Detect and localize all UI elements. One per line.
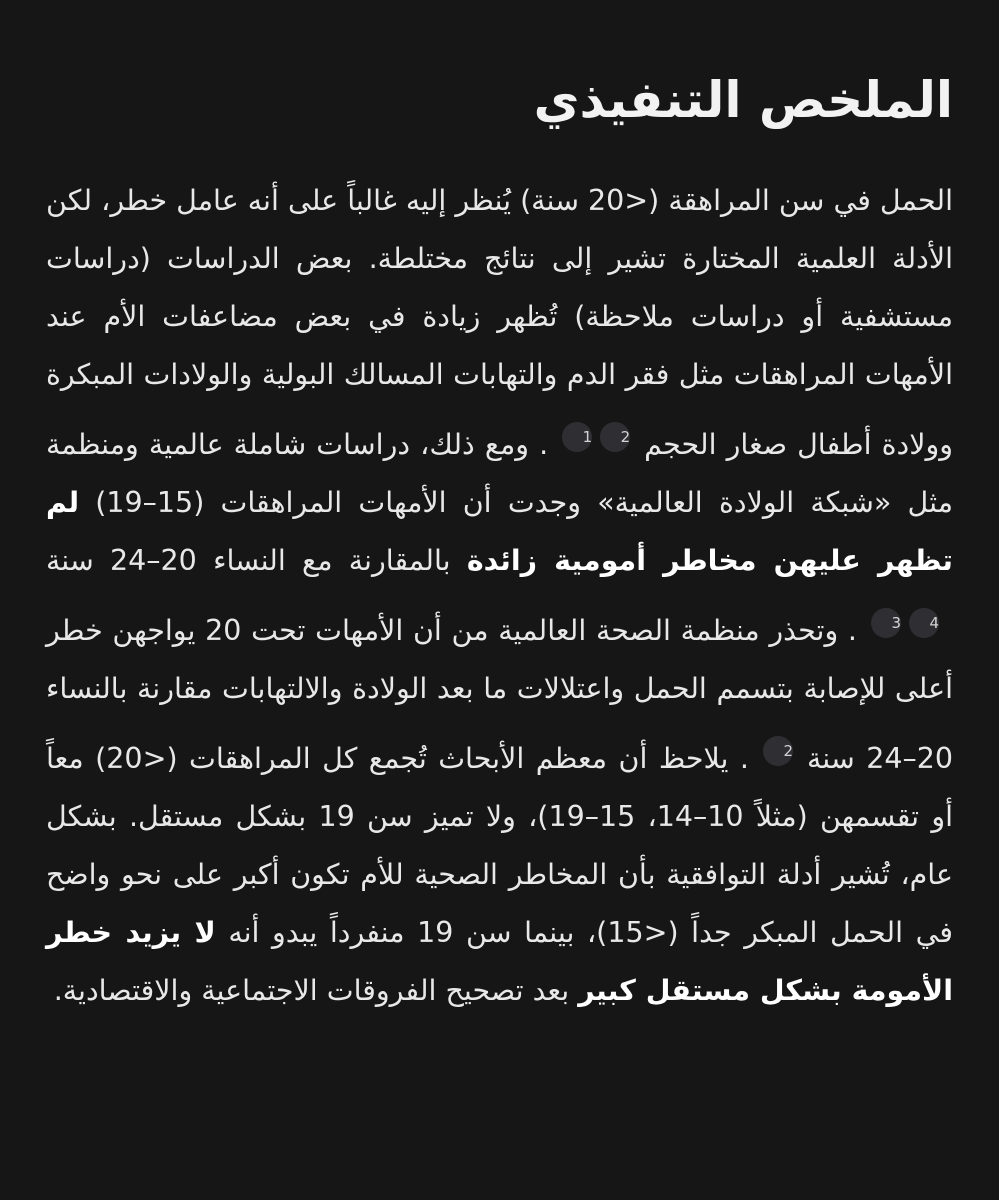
- text-segment: . ومع ذلك، دراسات شاملة عالمية ومنظمة مثل «شبكة الولادة العالمية» وجدت أن الأمهات المراهقات (15–19): [46, 428, 953, 519]
- text-segment: . يلاحظ أن معظم الأبحاث تُجمع كل المراهقات (<20) معاً أو تقسمهن (مثلاً 10–14، 15–19)، ولا تميز سن 19 بشكل مستقل. بشكل عام، تُشير أدلة التوافقية بأن المخاطر الصحية للأم تكون أكبر على نحو واضح في الحمل المبكر جداً (<15)، بينما سن 19 منفرداً يبدو أنه: [46, 742, 953, 949]
- citation-badge[interactable]: 4: [909, 608, 939, 638]
- bold-text: لم تظهر عليهن مخاطر أمومية زائدة: [46, 486, 953, 577]
- citation-badge[interactable]: 2: [763, 736, 793, 766]
- text-segment: الحمل في سن المراهقة (<20 سنة) يُنظر إليه غالباً على أنه عامل خطر، لكن الأدلة العلمية المختارة تشير إلى نتائج مختلطة. بعض الدراسات (دراسات مستشفية أو دراسات ملاحظة) تُظهر زيادة في بعض مضاعفات الأم عند الأمهات المراهقات مثل فقر الدم والتهابات المسالك البولية والولادات المبكرة وولادة أطفال صغار الحجم: [46, 184, 953, 461]
- text-segment: . وتحذر منظمة الصحة العالمية من أن الأمهات تحت 20 يواجهن خطر أعلى للإصابة بتسمم الحمل واعتلالات ما بعد الولادة والالتهابات مقارنة بالنساء 20–24 سنة: [46, 614, 953, 775]
- citation-group: [558, 404, 634, 462]
- citation-group: [867, 590, 943, 648]
- text-segment: بالمقارنة مع النساء 20–24 سنة: [46, 544, 467, 577]
- page-title: الملخص التنفيذي: [533, 71, 953, 129]
- citation-badge[interactable]: 3: [871, 608, 901, 638]
- citation-group: [759, 718, 797, 776]
- text-segment: بعد تصحيح الفروقات الاجتماعية والاقتصادية.: [53, 974, 579, 1007]
- citation-badge[interactable]: 1: [562, 422, 592, 452]
- citation-badge[interactable]: 2: [600, 422, 630, 452]
- bold-text: لا يزيد خطر الأمومة بشكل مستقل كبير: [46, 916, 953, 1007]
- summary-paragraph: [46, 172, 953, 1020]
